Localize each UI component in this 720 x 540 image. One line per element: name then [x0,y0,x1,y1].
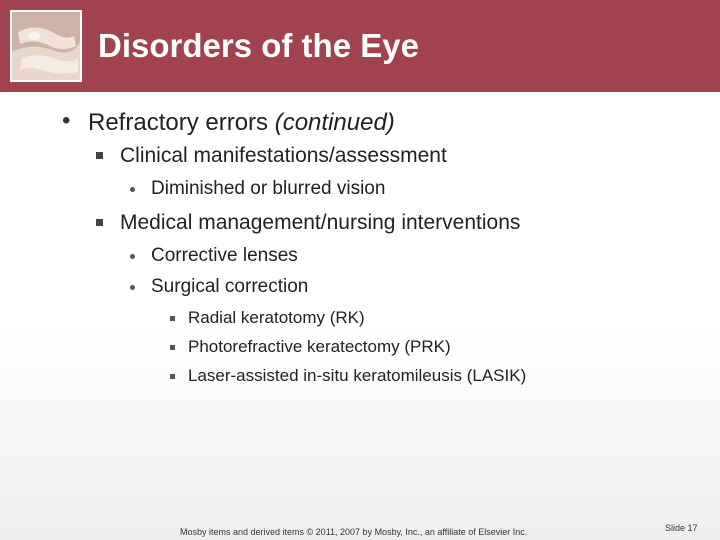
slide-title: Disorders of the Eye [98,27,419,64]
bullet-text: Medical management/nursing interventions [120,211,521,234]
bullet-square-icon [96,152,103,159]
bullet-text: Radial keratotomy (RK) [188,308,365,327]
bullet-square-icon [170,345,175,350]
copyright-footer: Mosby items and derived items © 2011, 2007 by Mosby, Inc., an affiliate of Elsevier Inc. [180,527,528,537]
bullet-text: Laser-assisted in-situ keratomileusis (LASIK) [188,366,527,385]
bullet-text: Refractory errors [88,109,269,136]
bullet-square-icon [170,316,175,321]
bullet-text: Diminished or blurred vision [151,178,386,199]
slide-number: Slide 17 [665,523,698,533]
bullet-text-italic: (continued) [274,109,395,136]
title-bar [0,0,720,92]
bullet-square-icon [170,374,175,379]
bullet-text: Photorefractive keratectomy (PRK) [188,337,451,356]
bullet-text: Surgical correction [151,276,309,297]
bullet-text: Corrective lenses [151,245,298,266]
bullet-dot-icon [130,285,135,290]
bullet-dot-icon: • [62,107,71,134]
bullet-dot-icon [130,254,135,259]
bullet-text: Clinical manifestations/assessment [120,144,447,167]
bullet-dot-icon [130,187,135,192]
bullet-square-icon [96,219,103,226]
hands-photo-icon [10,10,82,82]
